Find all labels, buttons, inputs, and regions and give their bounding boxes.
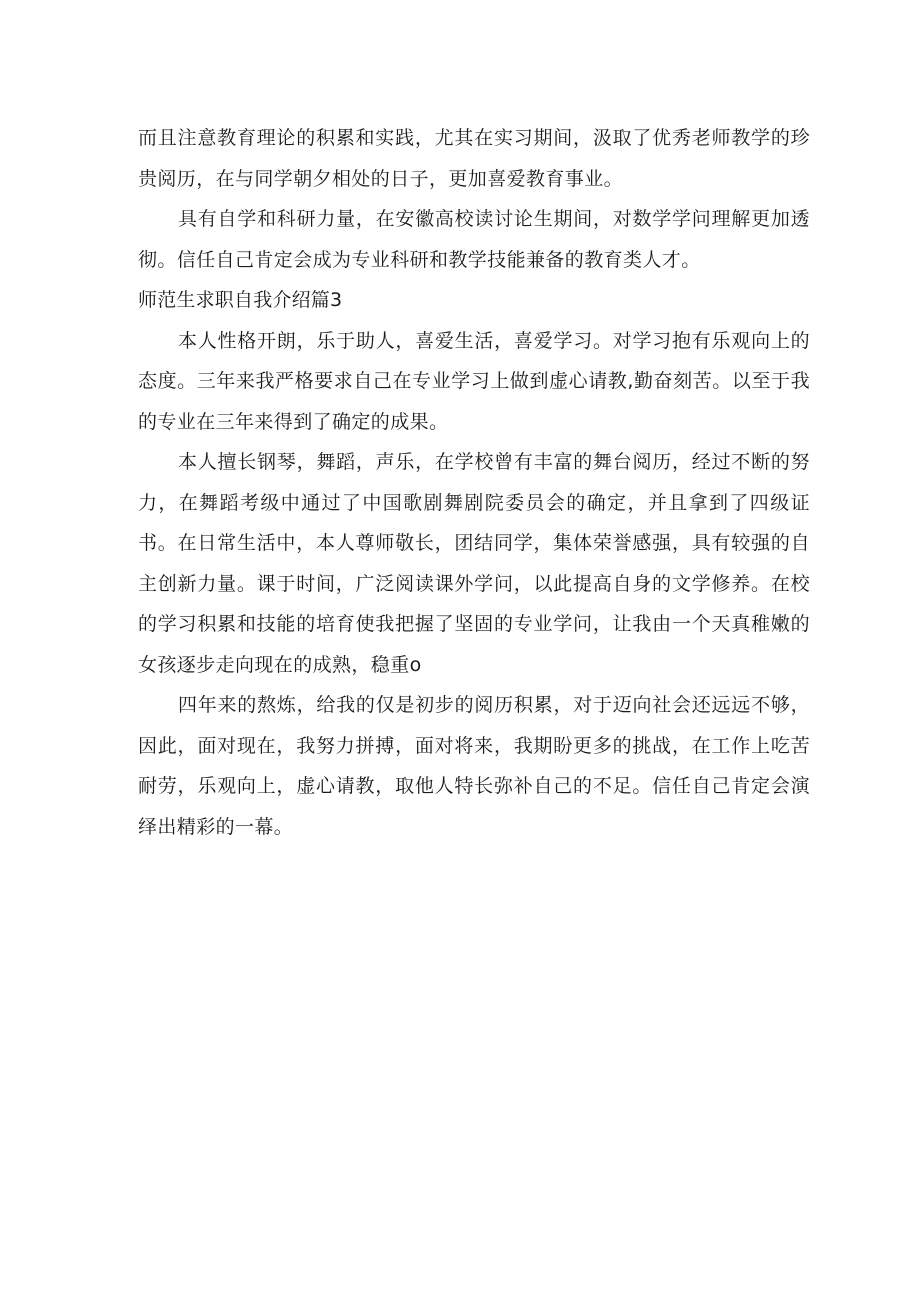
- paragraph-1: 而且注意教育理论的积累和实践，尤其在实习期间，汲取了优秀老师教学的珍贵阅历，在与同学朝夕相处的日子，更加喜爱教育事业。: [138, 127, 810, 190]
- paragraph-2: 具有自学和科研力量，在安徽高校读讨论生期间，对数学学问理解更加透彻。信任自己肯定会成为专业科研和教学技能兼备的教育类人才。: [138, 208, 810, 271]
- paragraph-5: 四年来的熬炼，给我的仅是初步的阅历积累，对于迈向社会还远远不够，因此，面对现在，我努力拼搏，面对将来，我期盼更多的挑战，在工作上吃苦耐劳，乐观向上，虚心请教，取他人特长弥补自己的不足。信任自己肯定会演绎出精彩的一幕。: [138, 694, 810, 838]
- document-body: [138, 118, 810, 847]
- paragraph-3: 本人性格开朗，乐于助人，喜爱生活，喜爱学习。对学习抱有乐观向上的态度。三年来我严格要求自己在专业学习上做到虚心请教,勤奋刻苦。以至于我的专业在三年来得到了确定的成果。: [138, 329, 810, 433]
- section-title: 师范生求职自我介绍篇3: [138, 289, 343, 311]
- paragraph-4: 本人擅长钢琴，舞蹈，声乐，在学校曾有丰富的舞台阅历，经过不断的努力，在舞蹈考级中通过了中国歌剧舞剧院委员会的确定，并且拿到了四级证书。在日常生活中，本人尊师敬长，团结同学，集体荣誉感强，具有较强的自主创新力量。课于时间，广泛阅读课外学问，以此提高自身的文学修养。在校的学习积累和技能的培育使我把握了坚固的专业学问，让我由一个天真稚嫩的女孩逐步走向现在的成熟，稳重o: [138, 451, 810, 676]
